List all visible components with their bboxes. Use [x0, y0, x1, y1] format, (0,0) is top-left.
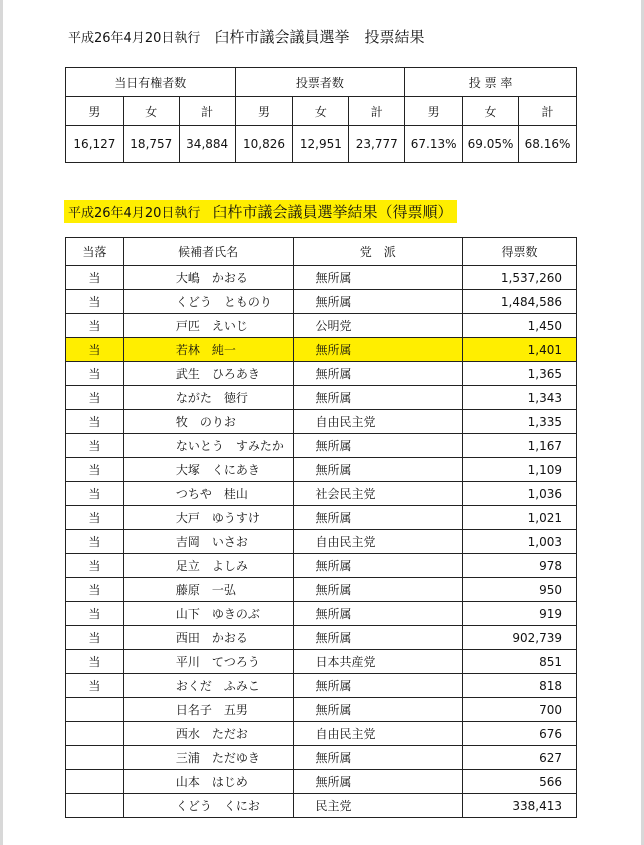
turnout-value: 12,951 [293, 126, 349, 163]
votes-cell: 566 [463, 770, 577, 794]
party-cell: 自由民主党 [293, 530, 463, 554]
party-cell: 無所属 [293, 770, 463, 794]
votes-cell: 950 [463, 578, 577, 602]
status-cell [66, 722, 124, 746]
column-header-votes: 得票数 [463, 238, 577, 266]
table-row [66, 554, 577, 578]
turnout-subheader: 計 [179, 97, 235, 126]
votes-cell: 1,537,260 [463, 266, 577, 290]
candidate-name-cell: 藤原 一弘 [123, 578, 293, 602]
results-heading-date: 平成26年4月20日執行 [68, 206, 201, 221]
votes-cell: 902,739 [463, 626, 577, 650]
party-cell: 自由民主党 [293, 410, 463, 434]
candidate-name-cell: 戸匹 えいじ [123, 314, 293, 338]
votes-cell: 1,343 [463, 386, 577, 410]
turnout-heading-date: 平成26年4月20日執行 [68, 31, 201, 46]
turnout-heading-title: 臼杵市議会議員選挙 投票結果 [214, 28, 425, 46]
table-row [66, 770, 577, 794]
status-cell: 当 [66, 506, 124, 530]
table-row [66, 602, 577, 626]
candidate-name-cell: 平川 てつろう [123, 650, 293, 674]
turnout-subheader-row [66, 97, 577, 126]
candidate-name-cell: 吉岡 いさお [123, 530, 293, 554]
party-cell: 無所属 [293, 554, 463, 578]
column-header-status: 当落 [66, 238, 124, 266]
table-row [66, 578, 577, 602]
candidate-name-cell: ないとう すみたか [123, 434, 293, 458]
votes-cell: 919 [463, 602, 577, 626]
party-cell: 無所属 [293, 602, 463, 626]
votes-cell: 700 [463, 698, 577, 722]
table-row [66, 314, 577, 338]
turnout-value: 68.16% [519, 126, 577, 163]
candidate-name-cell: 大塚 くにあき [123, 458, 293, 482]
turnout-group-header: 当日有権者数 [66, 68, 236, 97]
status-cell [66, 794, 124, 818]
status-cell: 当 [66, 554, 124, 578]
page-edge-left [0, 0, 3, 845]
party-cell: 無所属 [293, 746, 463, 770]
candidate-name-cell: 西田 かおる [123, 626, 293, 650]
candidate-name-cell: 西水 ただお [123, 722, 293, 746]
votes-cell: 1,109 [463, 458, 577, 482]
votes-cell: 1,003 [463, 530, 577, 554]
column-header-party: 党 派 [293, 238, 463, 266]
table-row [66, 674, 577, 698]
status-cell: 当 [66, 530, 124, 554]
party-cell: 無所属 [293, 266, 463, 290]
turnout-heading [68, 26, 425, 47]
party-cell: 民主党 [293, 794, 463, 818]
turnout-value: 23,777 [349, 126, 405, 163]
table-row [66, 698, 577, 722]
turnout-subheader: 計 [349, 97, 405, 126]
party-cell: 無所属 [293, 698, 463, 722]
status-cell: 当 [66, 482, 124, 506]
candidate-name-cell: 山下 ゆきのぶ [123, 602, 293, 626]
turnout-table [65, 67, 577, 163]
table-row [66, 746, 577, 770]
party-cell: 無所属 [293, 386, 463, 410]
table-row [66, 386, 577, 410]
votes-cell: 627 [463, 746, 577, 770]
votes-cell: 1,335 [463, 410, 577, 434]
status-cell [66, 770, 124, 794]
votes-cell: 1,036 [463, 482, 577, 506]
party-cell: 無所属 [293, 362, 463, 386]
status-cell: 当 [66, 290, 124, 314]
results-table [65, 237, 577, 818]
status-cell: 当 [66, 626, 124, 650]
table-row [66, 434, 577, 458]
votes-cell: 676 [463, 722, 577, 746]
turnout-subheader: 男 [66, 97, 124, 126]
candidate-name-cell: くどう くにお [123, 794, 293, 818]
status-cell: 当 [66, 578, 124, 602]
turnout-subheader: 女 [463, 97, 519, 126]
table-row [66, 722, 577, 746]
table-row [66, 410, 577, 434]
votes-cell: 1,450 [463, 314, 577, 338]
party-cell: 無所属 [293, 674, 463, 698]
votes-cell: 338,413 [463, 794, 577, 818]
votes-cell: 1,401 [463, 338, 577, 362]
candidate-name-cell: 若林 純一 [123, 338, 293, 362]
candidate-name-cell: 大戸 ゆうすけ [123, 506, 293, 530]
votes-cell: 978 [463, 554, 577, 578]
party-cell: 無所属 [293, 506, 463, 530]
candidate-name-cell: つちや 桂山 [123, 482, 293, 506]
party-cell: 無所属 [293, 626, 463, 650]
party-cell: 自由民主党 [293, 722, 463, 746]
candidate-name-cell: 山本 はじめ [123, 770, 293, 794]
table-row [66, 626, 577, 650]
turnout-group-header: 投票者数 [235, 68, 405, 97]
table-row [66, 290, 577, 314]
status-cell: 当 [66, 458, 124, 482]
table-row [66, 458, 577, 482]
status-cell: 当 [66, 434, 124, 458]
votes-cell: 1,167 [463, 434, 577, 458]
party-cell: 公明党 [293, 314, 463, 338]
turnout-subheader: 男 [405, 97, 463, 126]
votes-cell: 1,484,586 [463, 290, 577, 314]
turnout-value: 16,127 [66, 126, 124, 163]
status-cell: 当 [66, 314, 124, 338]
turnout-value: 10,826 [235, 126, 293, 163]
table-row [66, 482, 577, 506]
turnout-subheader: 男 [235, 97, 293, 126]
party-cell: 無所属 [293, 338, 463, 362]
candidate-name-cell: くどう とものり [123, 290, 293, 314]
candidate-name-cell: 日名子 五男 [123, 698, 293, 722]
table-row [66, 266, 577, 290]
status-cell: 当 [66, 386, 124, 410]
status-cell [66, 698, 124, 722]
turnout-value-row [66, 126, 577, 163]
status-cell: 当 [66, 602, 124, 626]
column-header-name: 候補者氏名 [123, 238, 293, 266]
candidate-name-cell: 足立 よしみ [123, 554, 293, 578]
candidate-name-cell: 大嶋 かおる [123, 266, 293, 290]
table-row-highlighted [66, 338, 577, 362]
status-cell: 当 [66, 674, 124, 698]
turnout-value: 18,757 [123, 126, 179, 163]
turnout-group-row [66, 68, 577, 97]
party-cell: 無所属 [293, 290, 463, 314]
votes-cell: 1,365 [463, 362, 577, 386]
candidate-name-cell: ながた 徳行 [123, 386, 293, 410]
table-row [66, 794, 577, 818]
votes-cell: 1,021 [463, 506, 577, 530]
results-heading-title: 臼杵市議会議員選挙結果（得票順） [212, 203, 453, 221]
turnout-value: 67.13% [405, 126, 463, 163]
party-cell: 日本共産党 [293, 650, 463, 674]
status-cell: 当 [66, 338, 124, 362]
candidate-name-cell: 三浦 ただゆき [123, 746, 293, 770]
candidate-name-cell: おくだ ふみこ [123, 674, 293, 698]
results-header-row [66, 238, 577, 266]
status-cell: 当 [66, 650, 124, 674]
turnout-subheader: 計 [519, 97, 577, 126]
turnout-value: 34,884 [179, 126, 235, 163]
status-cell: 当 [66, 362, 124, 386]
table-row [66, 506, 577, 530]
table-row [66, 362, 577, 386]
status-cell [66, 746, 124, 770]
candidate-name-cell: 武生 ひろあき [123, 362, 293, 386]
party-cell: 無所属 [293, 578, 463, 602]
turnout-subheader: 女 [293, 97, 349, 126]
table-row [66, 530, 577, 554]
status-cell: 当 [66, 410, 124, 434]
turnout-group-header: 投 票 率 [405, 68, 577, 97]
party-cell: 無所属 [293, 458, 463, 482]
turnout-value: 69.05% [463, 126, 519, 163]
results-heading [64, 200, 457, 223]
party-cell: 無所属 [293, 434, 463, 458]
status-cell: 当 [66, 266, 124, 290]
votes-cell: 818 [463, 674, 577, 698]
votes-cell: 851 [463, 650, 577, 674]
candidate-name-cell: 牧 のりお [123, 410, 293, 434]
results-body [66, 266, 577, 818]
table-row [66, 650, 577, 674]
party-cell: 社会民主党 [293, 482, 463, 506]
turnout-subheader: 女 [123, 97, 179, 126]
